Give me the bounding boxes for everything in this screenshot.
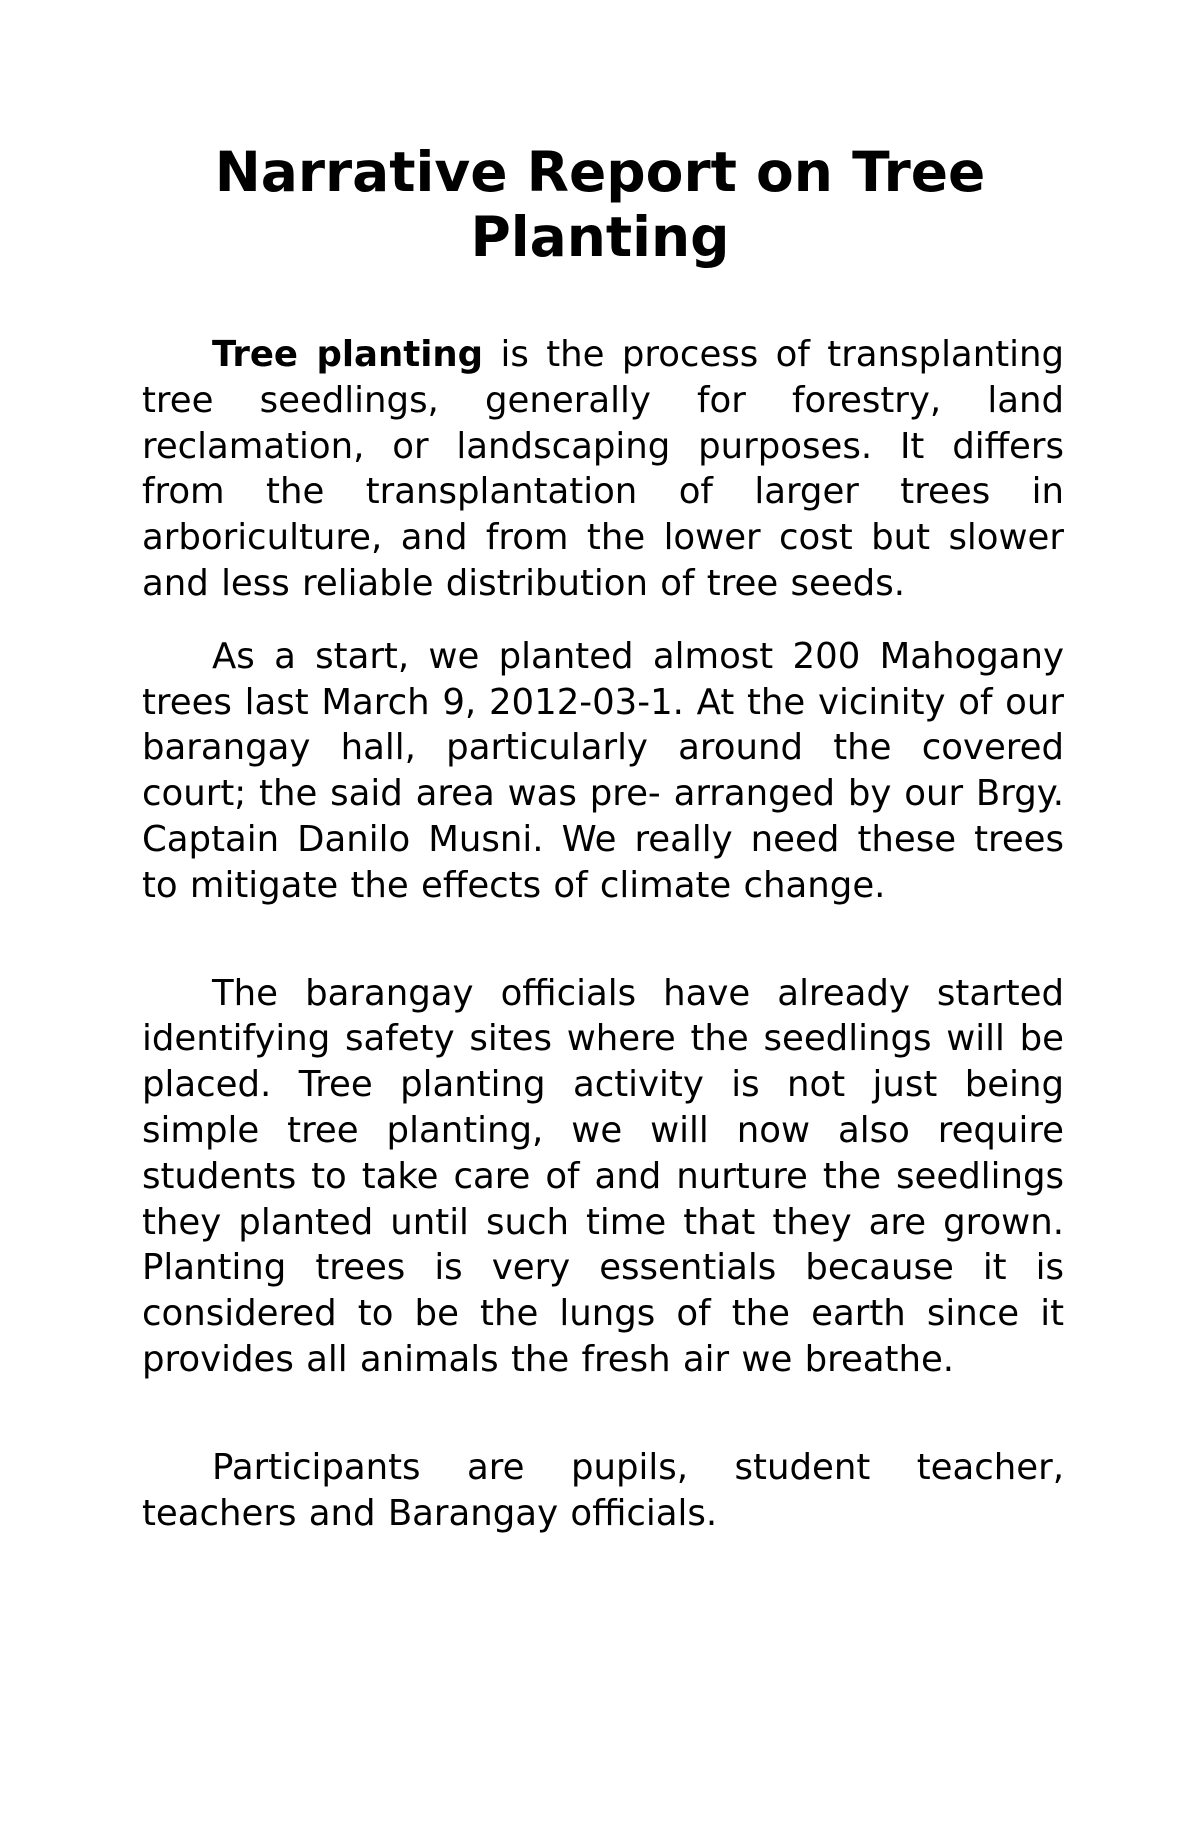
document-body (142, 332, 1064, 1563)
paragraph-participants: Participants are pupils, student teacher, teachers and Barangay officials. (142, 1446, 1064, 1534)
bold-term: Tree planting (212, 334, 484, 375)
paragraph-text: is the process of transplanting tree seedlings, generally for forestry, land reclamation, or landscaping purposes. It differs from the transplantation of larger trees in arboriculture, and from the lower cost but slower and less reliable distribution of tree seeds. (142, 334, 1065, 604)
paragraph-barangay-officials: The barangay officials have already started identifying safety sites where the seedlings will be placed. Tree planting activity is not just being simple tree planting, we will now also require students to take care of and nurture the seedlings they planted until such time that they are grown. Planting trees is very essentials because it is considered to be the lungs of the earth since it provides all animals the fresh air we breathe. (142, 972, 1064, 1380)
paragraph-planting-event: As a start, we planted almost 200 Mahogany trees last March 9, 2012-03-1. At the vicinity of our barangay hall, particularly around the covered court; the said area was pre- arranged by our Brgy. Captain Danilo Musni. We really need these trees to mitigate the effects of climate change. (142, 635, 1064, 906)
document-title: Narrative Report on Tree Planting (214, 140, 986, 269)
paragraph-tree-planting-definition (142, 332, 1064, 607)
